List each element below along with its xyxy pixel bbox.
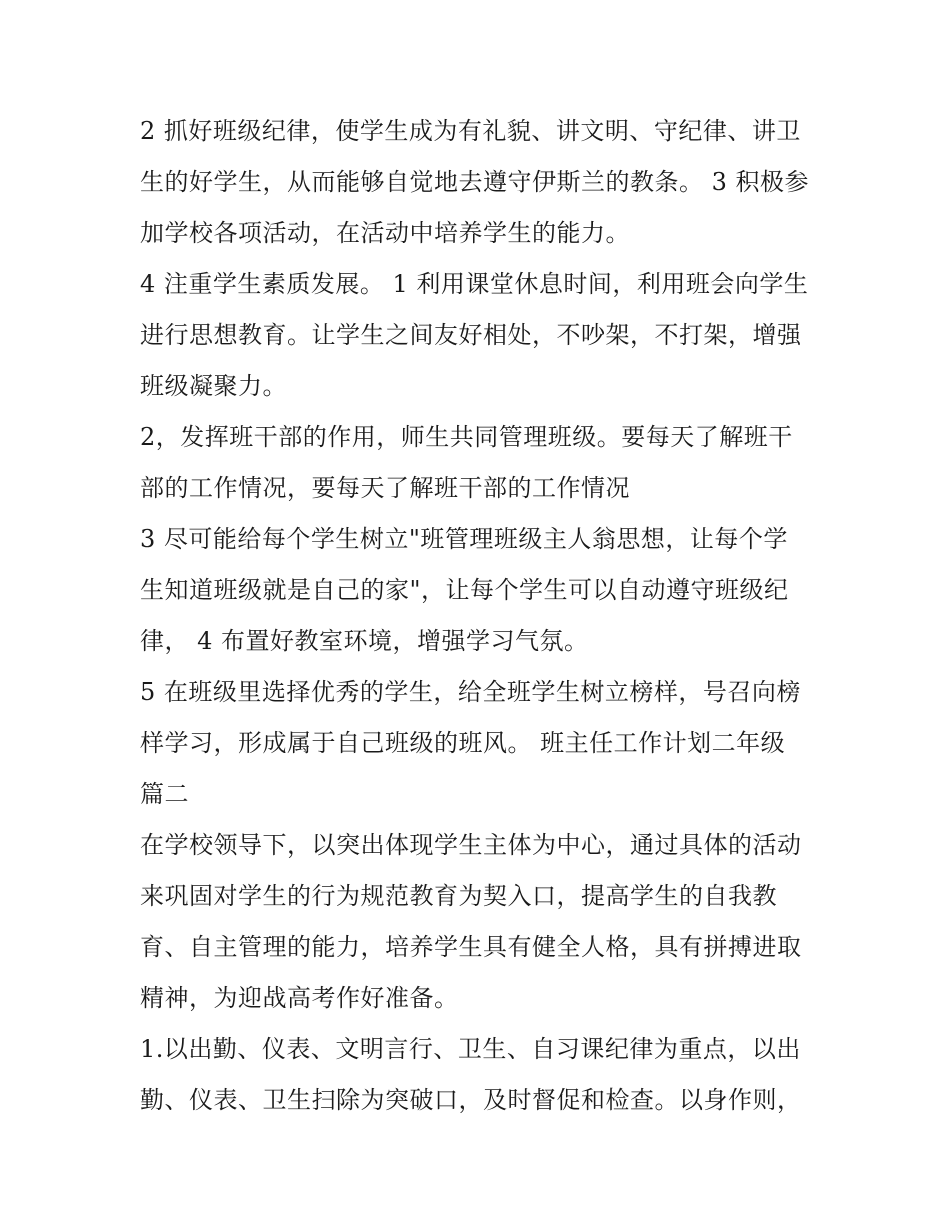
text-line: 来巩固对学生的行为规范教育为契入口，提高学生的自我教 [140,882,777,910]
text-line: 精神，为迎战高考作好准备。 [140,984,459,1012]
paragraph-ownership [140,514,830,667]
text-line: 部的工作情况，要每天了解班干部的工作情况 [140,474,630,502]
paragraph-discipline [140,106,830,259]
paragraph-school-leadership [140,820,830,1024]
text-line: 2 抓好班级纪律，使学生成为有礼貌、讲文明、守纪律、讲卫 [140,117,801,145]
text-line: 在学校领导下，以突出体现学生主体为中心，通过具体的活动 [140,831,802,859]
text-line: 篇二 [140,780,189,808]
text-line: 样学习，形成属于自己班级的班风。 班主任工作计划二年级 [140,729,786,757]
text-line: 生的好学生，从而能够自觉地去遵守伊斯兰的教条。 3 积极参 [140,168,810,196]
text-line: 班级凝聚力。 [140,372,287,400]
text-line: 4 注重学生素质发展。 1 利用课堂休息时间，利用班会向学生 [140,270,809,298]
text-line: 育、自主管理的能力，培养学生具有健全人格，具有拼搏进取 [140,933,802,961]
text-line: 律， 4 布置好教室环境，增强学习气氛。 [140,627,589,655]
text-line: 进行思想教育。让学生之间友好相处，不吵架，不打架，增强 [140,321,802,349]
text-line: 5 在班级里选择优秀的学生，给全班学生树立榜样，号召向榜 [140,678,801,706]
paragraph-role-models [140,667,830,820]
text-line: 3 尽可能给每个学生树立"班管理班级主人翁思想，让每个学 [140,525,788,553]
text-line: 2，发挥班干部的作用，师生共同管理班级。要每天了解班干 [140,423,793,451]
text-line: 勤、仪表、卫生扫除为突破口，及时督促和检查。以身作则， [140,1086,802,1114]
paragraph-class-cadres [140,412,830,514]
text-line: 生知道班级就是自己的家"，让每个学生可以自动遵守班级纪 [140,576,789,604]
paragraph-attendance [140,1024,830,1126]
text-line: 1.以出勤、仪表、文明言行、卫生、自习课纪律为重点，以出 [140,1035,801,1063]
text-line: 加学校各项活动，在活动中培养学生的能力。 [140,219,630,247]
document-body [140,106,830,1126]
paragraph-quality-development [140,259,830,412]
